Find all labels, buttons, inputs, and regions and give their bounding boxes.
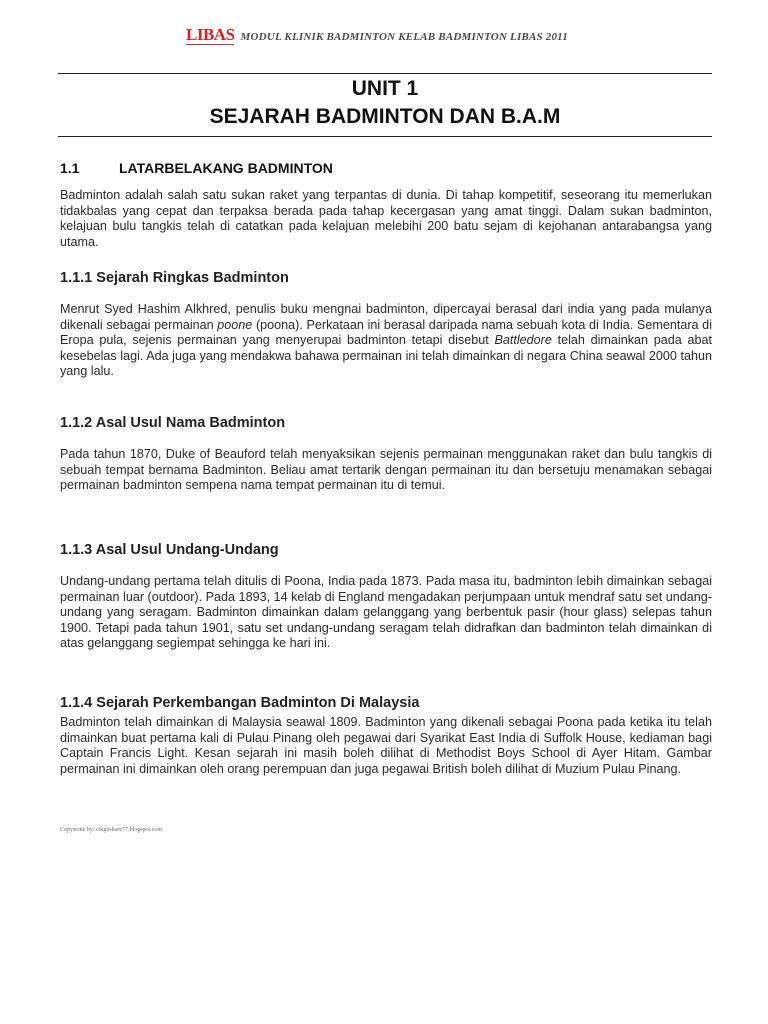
- page-header: [186, 26, 568, 48]
- section-number: 1.1: [60, 160, 80, 176]
- paragraph-sejarah-ringkas: [60, 302, 712, 380]
- club-logo: [186, 26, 235, 48]
- section-heading-1-1-1: 1.1.1 Sejarah Ringkas Badminton: [60, 270, 289, 286]
- paragraph-text: Menrut Syed Hashim Alkhred, penulis buku mengnai badminton, dipercayai berasal dari india yang pada mulanya dikenali sebagai permainan: [60, 302, 712, 332]
- paragraph-text: (poona). Perkataan ini berasal daripada nama sebuah kota di India. Sementara di Eropa pula, sejenis permainan yang menyerupai badminton tetapi disebut: [60, 317, 712, 348]
- copyright-footer: Copywrite by: cikgushare77.blogspot.com: [60, 827, 162, 833]
- paragraph-asal-usul-undang: Undang-undang pertama telah ditulis di Poona, India pada 1873. Pada masa itu, badminton lebih dimainkan sebagai permainan luar (outdoor). Pada 1893, 14 kelab di England mengadakan perjumpaan untuk mendraf satu set undang-undang yang seragam. Badminton dimainkan dalam gelanggang yang berbentuk pasir (hour glass) selepas tahun 1900. Tetapi pada tahun 1901, satu set undang-undang seragam telah didrafkan dan badminton telah dimainkan di atas gelanggang segiempat sehingga ke hari ini.: [60, 574, 712, 651]
- paragraph-perkembangan-malaysia: Badminton telah dimainkan di Malaysia seawal 1809. Badminton yang dikenali sebagai Poona pada ketika itu telah dimainkan buat pertama kali di Pulau Pinang oleh pegawai dari Syarikat East India di Suffolk House, kediaman bagi Captain Francis Light. Kesan sejarah ini masih boleh dilihat di Methodist Boys School di Ayer Hitam. Gambar permainan ini dimainkan oleh orang perempuan dan juga pegawai British boleh dilihat di Muzium Pulau Pinang.: [60, 715, 712, 776]
- module-header-title: MODUL KLINIK BADMINTON KELAB BADMINTON LIBAS 2011: [240, 31, 568, 43]
- paragraph-text: telah dimainkan pada abat kesebelas lagi. Ada juga yang mendakwa bahawa permainan ini telah dimainkan di negara China seawal 2000 tahun yang lalu.: [60, 333, 712, 379]
- title-bottom-rule: [58, 136, 712, 137]
- unit-title: UNIT 1: [351, 77, 419, 100]
- unit-subtitle: SEJARAH BADMINTON DAN B.A.M: [209, 105, 561, 128]
- club-logo-text: LIBAS: [186, 25, 235, 44]
- section-heading-1-1-2: 1.1.2 Asal Usul Nama Badminton: [60, 415, 286, 431]
- italic-term-poone: poone: [217, 317, 253, 332]
- section-heading-1-1-4: 1.1.4 Sejarah Perkembangan Badminton Di Malaysia: [60, 695, 420, 711]
- section-title: LATARBELAKANG BADMINTON: [119, 160, 333, 176]
- club-logo-subtext: [186, 44, 234, 48]
- paragraph-latarbelakang: Badminton adalah salah satu sukan raket yang terpantas di dunia. Di tahap kompetitif, seseorang itu memerlukan tidakbalas yang cepat dan terpaksa berada pada tahap kecergasan yang amat tinggi. Dalam sukan badminton, kelajuan bulu tangkis telah di catatkan pada kelajuan melebihi 200 batu sejam di kejohanan antarabangsa yang utama.: [60, 188, 712, 249]
- section-heading-1-1: [60, 160, 333, 176]
- paragraph-asal-usul-nama: Pada tahun 1870, Duke of Beauford telah menyaksikan sejenis permainan menggunakan raket dan bulu tangkis di sebuah tempat bernama Badminton. Beliau amat tertarik dengan permainan itu dan bersetuju menamakan sebagai permainan badminton sempena nama tempat permainan itu di temui.: [60, 447, 712, 493]
- title-top-rule: [58, 73, 712, 74]
- section-heading-1-1-3: 1.1.3 Asal Usul Undang-Undang: [60, 542, 279, 558]
- italic-term-battledore: Battledore: [494, 333, 552, 348]
